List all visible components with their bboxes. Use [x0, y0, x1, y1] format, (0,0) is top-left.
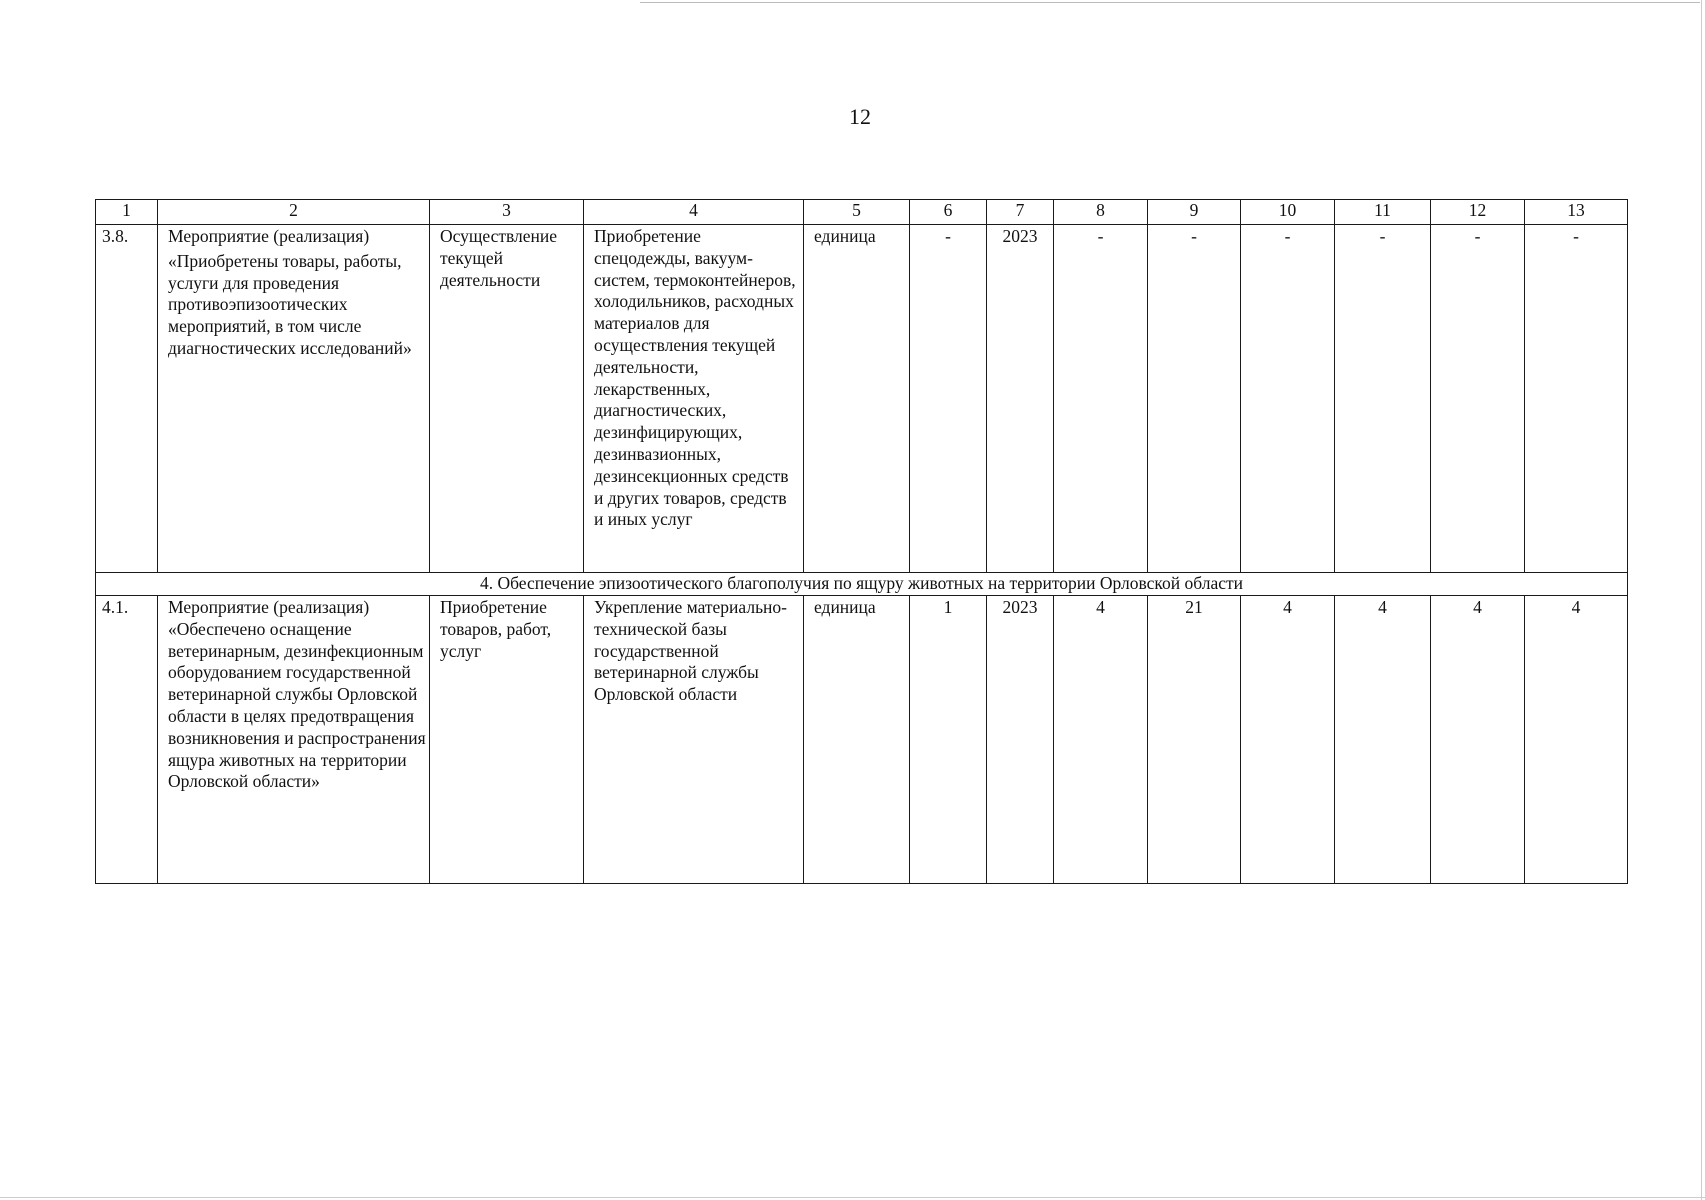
- type-cell: Осуществление текущей деятельности: [430, 225, 584, 573]
- value-cell: -: [1335, 225, 1431, 573]
- data-table: [95, 199, 1628, 884]
- row-number: 4.1.: [96, 596, 158, 884]
- header-cell: 2: [158, 200, 430, 225]
- value-cell: 4: [1525, 596, 1628, 884]
- value-cell: 4: [1054, 596, 1148, 884]
- value-cell: -: [1431, 225, 1525, 573]
- unit-cell: единица: [804, 596, 910, 884]
- header-cell: 6: [910, 200, 987, 225]
- event-cell: [158, 225, 430, 573]
- scan-edge-bottom: [0, 1197, 1705, 1198]
- header-cell: 11: [1335, 200, 1431, 225]
- section-title: 4. Обеспечение эпизоотического благополучия по ящуру животных на территории Орловской области: [96, 573, 1628, 596]
- scan-edge-right: [1701, 0, 1702, 1200]
- header-cell: 5: [804, 200, 910, 225]
- header-row: [96, 200, 1628, 225]
- value-cell: -: [1241, 225, 1335, 573]
- value-cell: 4: [1335, 596, 1431, 884]
- table-row: [96, 225, 1628, 573]
- event-text: «Обеспечено оснащение ветеринарным, дезинфекционным оборудованием государственной ветеринарной службы Орловской области в целях предотвращения возникновения и распространения ящура животных на территории Орловской области»: [168, 618, 426, 792]
- value-cell: 4: [1431, 596, 1525, 884]
- event-text: «Приобретены товары, работы, услуги для проведения противоэпизоотических мероприятий, в том числе диагностических исследований»: [168, 250, 412, 358]
- row-number: 3.8.: [96, 225, 158, 573]
- value-cell: 21: [1148, 596, 1241, 884]
- header-cell: 12: [1431, 200, 1525, 225]
- year-cell: 2023: [987, 225, 1054, 573]
- value-cell: 1: [910, 596, 987, 884]
- value-cell: 4: [1241, 596, 1335, 884]
- header-cell: 8: [1054, 200, 1148, 225]
- unit-cell: единица: [804, 225, 910, 573]
- value-cell: -: [1525, 225, 1628, 573]
- table-row: [96, 596, 1628, 884]
- section-row: [96, 573, 1628, 596]
- header-cell: 4: [584, 200, 804, 225]
- value-cell: -: [910, 225, 987, 573]
- description-cell: Укрепление материально-технической базы государственной ветеринарной службы Орловской области: [584, 596, 804, 884]
- scan-edge-top: [640, 2, 1700, 3]
- header-cell: 9: [1148, 200, 1241, 225]
- year-cell: 2023: [987, 596, 1054, 884]
- header-cell: 10: [1241, 200, 1335, 225]
- header-cell: 3: [430, 200, 584, 225]
- value-cell: -: [1054, 225, 1148, 573]
- header-cell: 1: [96, 200, 158, 225]
- value-cell: -: [1148, 225, 1241, 573]
- header-cell: 7: [987, 200, 1054, 225]
- event-heading: Мероприятие (реализация): [168, 226, 370, 246]
- event-heading: Мероприятие (реализация): [168, 597, 370, 617]
- header-cell: 13: [1525, 200, 1628, 225]
- event-cell: [158, 596, 430, 884]
- description-cell: Приобретение спецодежды, вакуум-систем, термоконтейнеров, холодильников, расходных материалов для осуществления текущей деятельности, лекарственных, диагностических, дезинфицирующих, дезинвазионных, дезинсекционных средств и других товаров, средств и иных услуг: [584, 225, 804, 573]
- type-cell: Приобретение товаров, работ, услуг: [430, 596, 584, 884]
- page-number: 12: [849, 104, 871, 129]
